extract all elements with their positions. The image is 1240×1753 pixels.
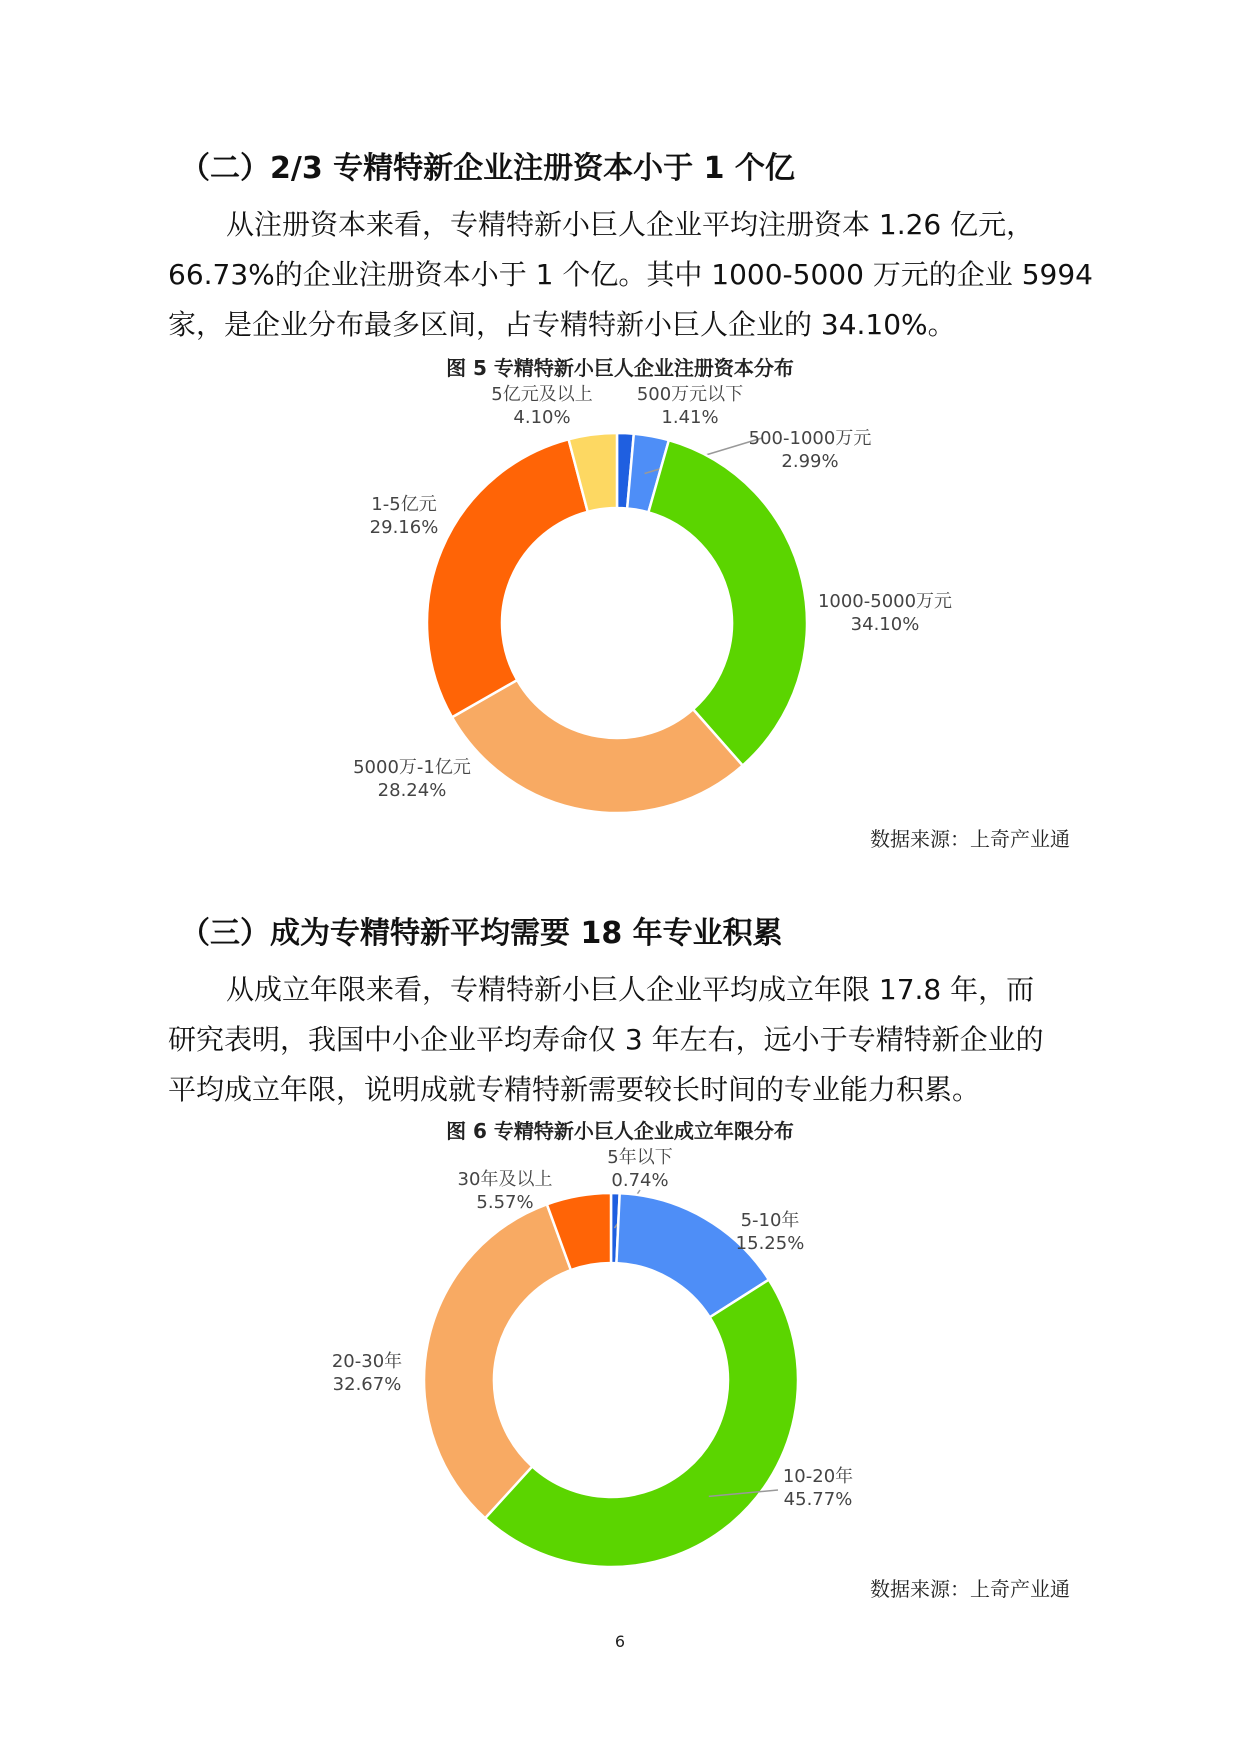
slice-category-label: 5年以下 (607, 1147, 673, 1168)
section-heading: （三）成为专精特新平均需要 18 年专业积累 (180, 916, 783, 951)
slice-value-label: 4.10% (513, 407, 571, 428)
slice-category-label: 10-20年 (782, 1466, 854, 1487)
paragraph-line: 研究表明，我国中小企业平均寿命仅 3 年左右，远小于专精特新企业的 (168, 1023, 1044, 1056)
data-source: 数据来源：上奇产业通 (870, 1577, 1070, 1601)
slice-category-label: 5亿元及以上 (491, 384, 593, 405)
paragraph-line: 66.73%的企业注册资本小于 1 个亿。其中 1000-5000 万元的企业 5994 (168, 258, 1093, 291)
slice-category-label: 5-10年 (740, 1210, 800, 1231)
slice-value-label: 28.24% (377, 780, 447, 801)
figure-title: 图 6 专精特新小巨人企业成立年限分布 (446, 1119, 794, 1143)
section-heading: （二）2/3 专精特新企业注册资本小于 1 个亿 (180, 151, 795, 186)
slice-category-label: 20-30年 (331, 1351, 403, 1372)
data-source: 数据来源：上奇产业通 (870, 827, 1070, 851)
slice-category-label: 1-5亿元 (371, 494, 437, 515)
slice-category-label: 500-1000万元 (748, 428, 872, 449)
slice-category-label: 1000-5000万元 (817, 591, 953, 612)
slice-value-label: 34.10% (850, 614, 920, 635)
paragraph-line: 从成立年限来看，专精特新小巨人企业平均成立年限 17.8 年，而 (226, 973, 1035, 1006)
slice-category-label: 500万元以下 (636, 384, 744, 405)
slice-category-label: 5000万-1亿元 (353, 757, 471, 778)
slice-value-label: 45.77% (783, 1489, 853, 1510)
slice-value-label: 5.57% (476, 1192, 534, 1213)
slice-category-label: 30年及以上 (457, 1169, 553, 1190)
figure-title: 图 5 专精特新小巨人企业注册资本分布 (446, 356, 794, 380)
paragraph-line: 家，是企业分布最多区间，占专精特新小巨人企业的 34.10%。 (168, 308, 956, 341)
slice-value-label: 29.16% (369, 517, 439, 538)
slice-value-label: 0.74% (611, 1170, 669, 1191)
slice-value-label: 1.41% (661, 407, 719, 428)
slice-value-label: 2.99% (781, 451, 839, 472)
paragraph-line: 从注册资本来看，专精特新小巨人企业平均注册资本 1.26 亿元， (226, 208, 1035, 241)
page-number: 6 (614, 1632, 626, 1651)
slice-value-label: 15.25% (735, 1233, 805, 1254)
donut-slice (485, 1280, 798, 1567)
donut-slice (424, 1204, 571, 1518)
paragraph-line: 平均成立年限，说明成就专精特新需要较长时间的专业能力积累。 (168, 1073, 981, 1106)
slice-value-label: 32.67% (332, 1374, 402, 1395)
